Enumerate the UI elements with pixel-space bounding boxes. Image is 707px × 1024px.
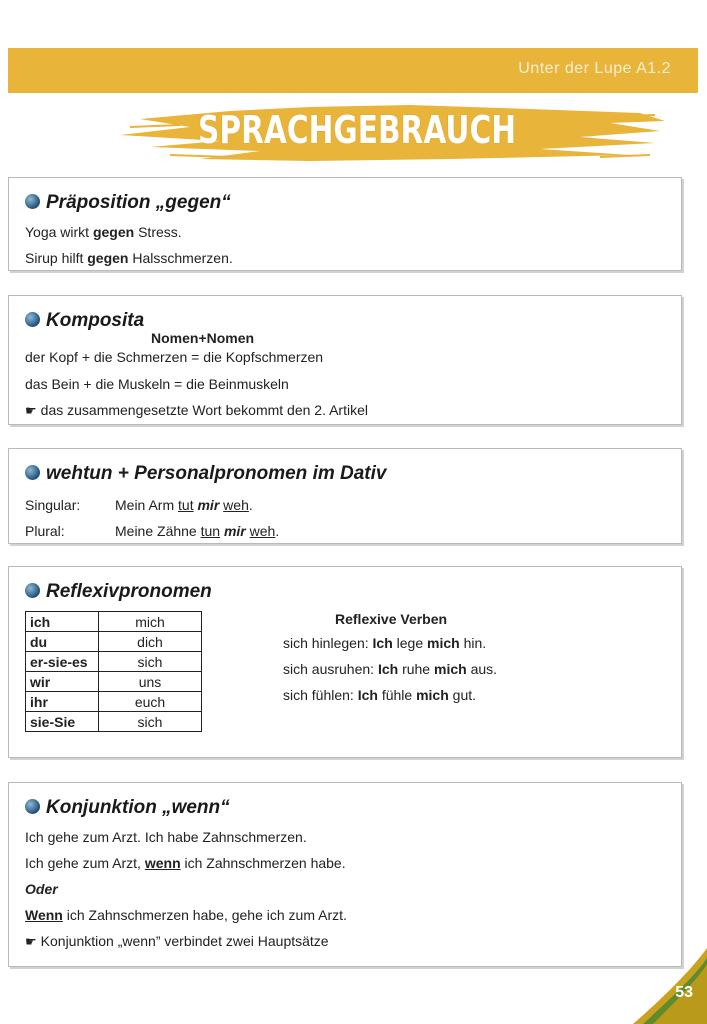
table-row: ihr euch <box>26 692 202 712</box>
example-line: Yoga wirkt gegen Stress. <box>25 224 182 240</box>
example-line: Sirup hilft gegen Halsschmerzen. <box>25 250 233 266</box>
section-komposita <box>8 295 682 425</box>
komposita-label: Nomen+Nomen <box>151 330 255 346</box>
table-row: ich mich <box>26 612 202 632</box>
section-reflexiv <box>8 566 682 758</box>
pointing-hand-icon: ☛ <box>25 934 37 949</box>
table-row: sie-Sie sich <box>26 712 202 732</box>
bullet-icon <box>25 312 40 327</box>
pronoun-table <box>25 611 202 732</box>
example-line: Ich gehe zum Arzt. Ich habe Zahnschmerzen. <box>25 829 307 845</box>
section-praeposition <box>8 177 682 271</box>
section-heading: Reflexivpronomen <box>25 581 212 603</box>
bullet-icon <box>25 194 40 209</box>
page-corner-graphic <box>633 948 707 1024</box>
row-label: Singular: <box>25 497 81 513</box>
note-line: ☛ Konjunktion „wenn” verbindet zwei Hauptsätze <box>25 933 329 949</box>
table-row: er-sie-es sich <box>26 652 202 672</box>
section-wehtun <box>8 448 682 544</box>
oder-label: Oder <box>25 881 58 897</box>
section-heading: Präposition „gegen“ <box>25 192 231 214</box>
section-konjunktion <box>8 782 682 967</box>
example-line: das Bein + die Muskeln = die Beinmuskeln <box>25 376 289 392</box>
example-line: Wenn ich Zahnschmerzen habe, gehe ich zum Arzt. <box>25 907 347 923</box>
bullet-icon <box>25 465 40 480</box>
bullet-icon <box>25 799 40 814</box>
example-line: Ich gehe zum Arzt, wenn ich Zahnschmerzen habe. <box>25 855 346 871</box>
table-row: du dich <box>26 632 202 652</box>
page-number: 53 <box>675 984 693 1001</box>
page-title: SPRACHGEBRAUCH <box>198 108 517 152</box>
table-row: wir uns <box>26 672 202 692</box>
section-heading: Konjunktion „wenn“ <box>25 797 230 819</box>
section-heading: wehtun + Personalpronomen im Dativ <box>25 463 386 485</box>
example-line: sich ausruhen: Ich ruhe mich aus. <box>283 661 498 677</box>
example-line: sich hinlegen: Ich lege mich hin. <box>283 635 487 651</box>
note-line: ☛ das zusammengesetzte Wort bekommt den 2. Artikel <box>25 402 368 418</box>
section-heading: Komposita <box>25 310 144 332</box>
example-line: sich fühlen: Ich fühle mich gut. <box>283 687 477 703</box>
reflexive-verbs-title: Reflexive Verben <box>335 611 448 627</box>
example-line: Meine Zähne tun mir weh. <box>115 523 280 539</box>
pointing-hand-icon: ☛ <box>25 403 37 418</box>
row-label: Plural: <box>25 523 65 539</box>
example-line: Mein Arm tut mir weh. <box>115 497 253 513</box>
example-line: der Kopf + die Schmerzen = die Kopfschmerzen <box>25 349 324 365</box>
series-title: Unter der Lupe A1.2 <box>518 60 671 77</box>
bullet-icon <box>25 583 40 598</box>
